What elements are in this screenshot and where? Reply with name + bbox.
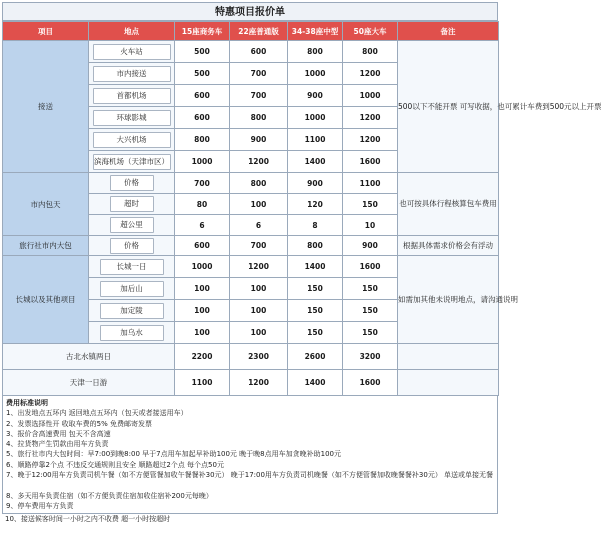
place-cell: 加乌水 — [100, 325, 164, 341]
header-50-seat: 50座大车 — [343, 22, 398, 41]
price-cell: 1200 — [230, 151, 288, 173]
header-22-seat: 22座普通版 — [230, 22, 288, 41]
price-cell: 100 — [230, 322, 288, 344]
price-cell: 1600 — [343, 370, 398, 396]
note-empty — [398, 344, 499, 370]
price-cell: 2600 — [288, 344, 343, 370]
price-cell: 1200 — [230, 370, 288, 396]
note-line-last: 10、接送候客时间一小时之内不收费 超一小时按超时 — [5, 515, 171, 523]
note-line: 5、旅行社市内大包时间：早7:00到晚8:00 早于7点用车加起早补助100元 晚于晚8点用车加贪晚补助100元 — [6, 450, 341, 459]
price-cell: 900 — [230, 129, 288, 151]
table-row — [3, 344, 499, 370]
price-cell: 600 — [175, 85, 230, 107]
price-table — [2, 21, 602, 396]
price-cell: 1000 — [288, 63, 343, 85]
place-cell: 火车站 — [93, 44, 171, 60]
price-cell: 6 — [175, 215, 230, 236]
place-cell: 超时 — [110, 196, 154, 212]
price-cell: 700 — [230, 85, 288, 107]
header-row — [3, 22, 499, 41]
category-city-tour: 市内包天 — [3, 173, 89, 236]
price-cell: 500 — [175, 41, 230, 63]
note-line: 4、拉货物产生罚款由用车方负责 — [6, 440, 109, 449]
price-cell: 150 — [343, 322, 398, 344]
price-cell: 800 — [288, 41, 343, 63]
table-row — [3, 370, 499, 396]
place-cell: 首都机场 — [93, 88, 171, 104]
price-cell: 150 — [343, 278, 398, 300]
place-cell: 市内接送 — [93, 66, 171, 82]
price-cell: 100 — [175, 300, 230, 322]
price-cell: 2300 — [230, 344, 288, 370]
notes-heading: 费用标准说明 — [6, 399, 48, 407]
note-great-wall: 如需加其他未说明地点，请沟通说明 — [398, 256, 499, 344]
note-line: 2、发票选择性开 收取车费的5% 免费邮寄发票 — [6, 419, 153, 428]
price-cell: 1100 — [343, 173, 398, 194]
note-line: 1、出发地点五环内 返回地点五环内（包天或者接送用车） — [6, 409, 188, 418]
category-agency: 旅行社市内大包 — [3, 236, 89, 256]
price-cell: 900 — [288, 173, 343, 194]
table-row — [3, 41, 499, 63]
place-cell: 加后山 — [100, 281, 164, 297]
quote-sheet — [2, 2, 602, 524]
price-cell: 900 — [288, 85, 343, 107]
price-cell: 150 — [343, 194, 398, 215]
price-cell: 1400 — [288, 370, 343, 396]
price-cell: 10 — [343, 215, 398, 236]
price-cell: 1200 — [230, 256, 288, 278]
place-cell: 长城一日 — [100, 259, 164, 275]
price-cell: 800 — [230, 173, 288, 194]
price-cell: 1000 — [288, 107, 343, 129]
note-line: 9、停车费用车方负责 — [6, 501, 74, 510]
header-34-38-seat: 34-38座中型 — [288, 22, 343, 41]
price-cell: 1000 — [175, 256, 230, 278]
price-cell: 700 — [175, 173, 230, 194]
price-cell: 1400 — [288, 151, 343, 173]
price-cell: 700 — [230, 236, 288, 256]
category-gubei: 古北水镇两日 — [3, 344, 175, 370]
price-cell: 600 — [175, 107, 230, 129]
price-cell: 800 — [343, 41, 398, 63]
header-15-seat: 15座商务车 — [175, 22, 230, 41]
price-cell: 600 — [175, 236, 230, 256]
price-cell: 1200 — [343, 129, 398, 151]
category-great-wall: 长城以及其他项目 — [3, 256, 89, 344]
price-cell: 6 — [230, 215, 288, 236]
price-cell: 1200 — [343, 107, 398, 129]
price-cell: 100 — [230, 194, 288, 215]
price-cell: 100 — [175, 278, 230, 300]
price-cell: 100 — [175, 322, 230, 344]
price-cell: 1100 — [175, 370, 230, 396]
note-city-tour: 也可按具体行程核算包车费用 — [398, 173, 499, 236]
place-cell: 大兴机场 — [93, 132, 171, 148]
price-cell: 150 — [288, 322, 343, 344]
category-pickup: 接送 — [3, 41, 89, 173]
header-item: 项目 — [3, 22, 89, 41]
price-cell: 1600 — [343, 151, 398, 173]
price-cell: 800 — [175, 129, 230, 151]
price-cell: 800 — [288, 236, 343, 256]
price-cell: 150 — [343, 300, 398, 322]
place-cell: 滨海机场（天津市区） — [93, 154, 171, 170]
note-empty — [398, 370, 499, 396]
note-pickup: 500以下不能开票 可写收据，也可累计车费到500元以上开票 — [398, 41, 499, 173]
table-row — [3, 173, 499, 194]
price-cell: 80 — [175, 194, 230, 215]
place-cell: 超公里 — [110, 217, 154, 233]
category-tianjin: 天津一日游 — [3, 370, 175, 396]
note-agency: 根据具体需求价格会有浮动 — [398, 236, 499, 256]
note-line: 8、多天用车负责住宿（如不方便负责住宿加收住宿补200元每晚） — [6, 491, 213, 500]
place-cell: 环球影城 — [93, 110, 171, 126]
header-remarks: 备注 — [398, 22, 499, 41]
price-cell: 800 — [230, 107, 288, 129]
price-cell: 700 — [230, 63, 288, 85]
price-cell: 1000 — [175, 151, 230, 173]
note-line: 7、晚于12:00用车方负责司机午餐（如不方便管餐加收午餐餐补30元） 晚于17:00用车方负责司机晚餐（如不方便管餐加收晚餐餐补30元） 单送或单接无餐 — [6, 471, 494, 480]
price-cell: 100 — [230, 278, 288, 300]
price-cell: 120 — [288, 194, 343, 215]
price-cell: 1400 — [288, 256, 343, 278]
price-cell: 100 — [230, 300, 288, 322]
price-cell: 1600 — [343, 256, 398, 278]
price-cell: 3200 — [343, 344, 398, 370]
price-cell: 1000 — [343, 85, 398, 107]
table-row — [3, 236, 499, 256]
place-cell: 价格 — [110, 175, 154, 191]
price-cell: 600 — [230, 41, 288, 63]
price-cell: 150 — [288, 300, 343, 322]
price-cell: 500 — [175, 63, 230, 85]
table-row — [3, 256, 499, 278]
place-cell: 加定陵 — [100, 303, 164, 319]
sheet-title: 特惠项目报价单 — [2, 2, 498, 21]
fee-notes — [2, 396, 498, 514]
header-place: 地点 — [89, 22, 175, 41]
price-cell: 2200 — [175, 344, 230, 370]
place-cell: 价格 — [110, 238, 154, 254]
note-line: 6、顺路停靠2个点 不违反交通规则且安全 顺路超过2个点 每个点50元 — [6, 460, 224, 469]
price-cell: 1200 — [343, 63, 398, 85]
price-cell: 900 — [343, 236, 398, 256]
price-cell: 150 — [288, 278, 343, 300]
price-cell: 8 — [288, 215, 343, 236]
note-line: 3、报价含高速费用 包天不含高速 — [6, 429, 111, 438]
price-cell: 1100 — [288, 129, 343, 151]
